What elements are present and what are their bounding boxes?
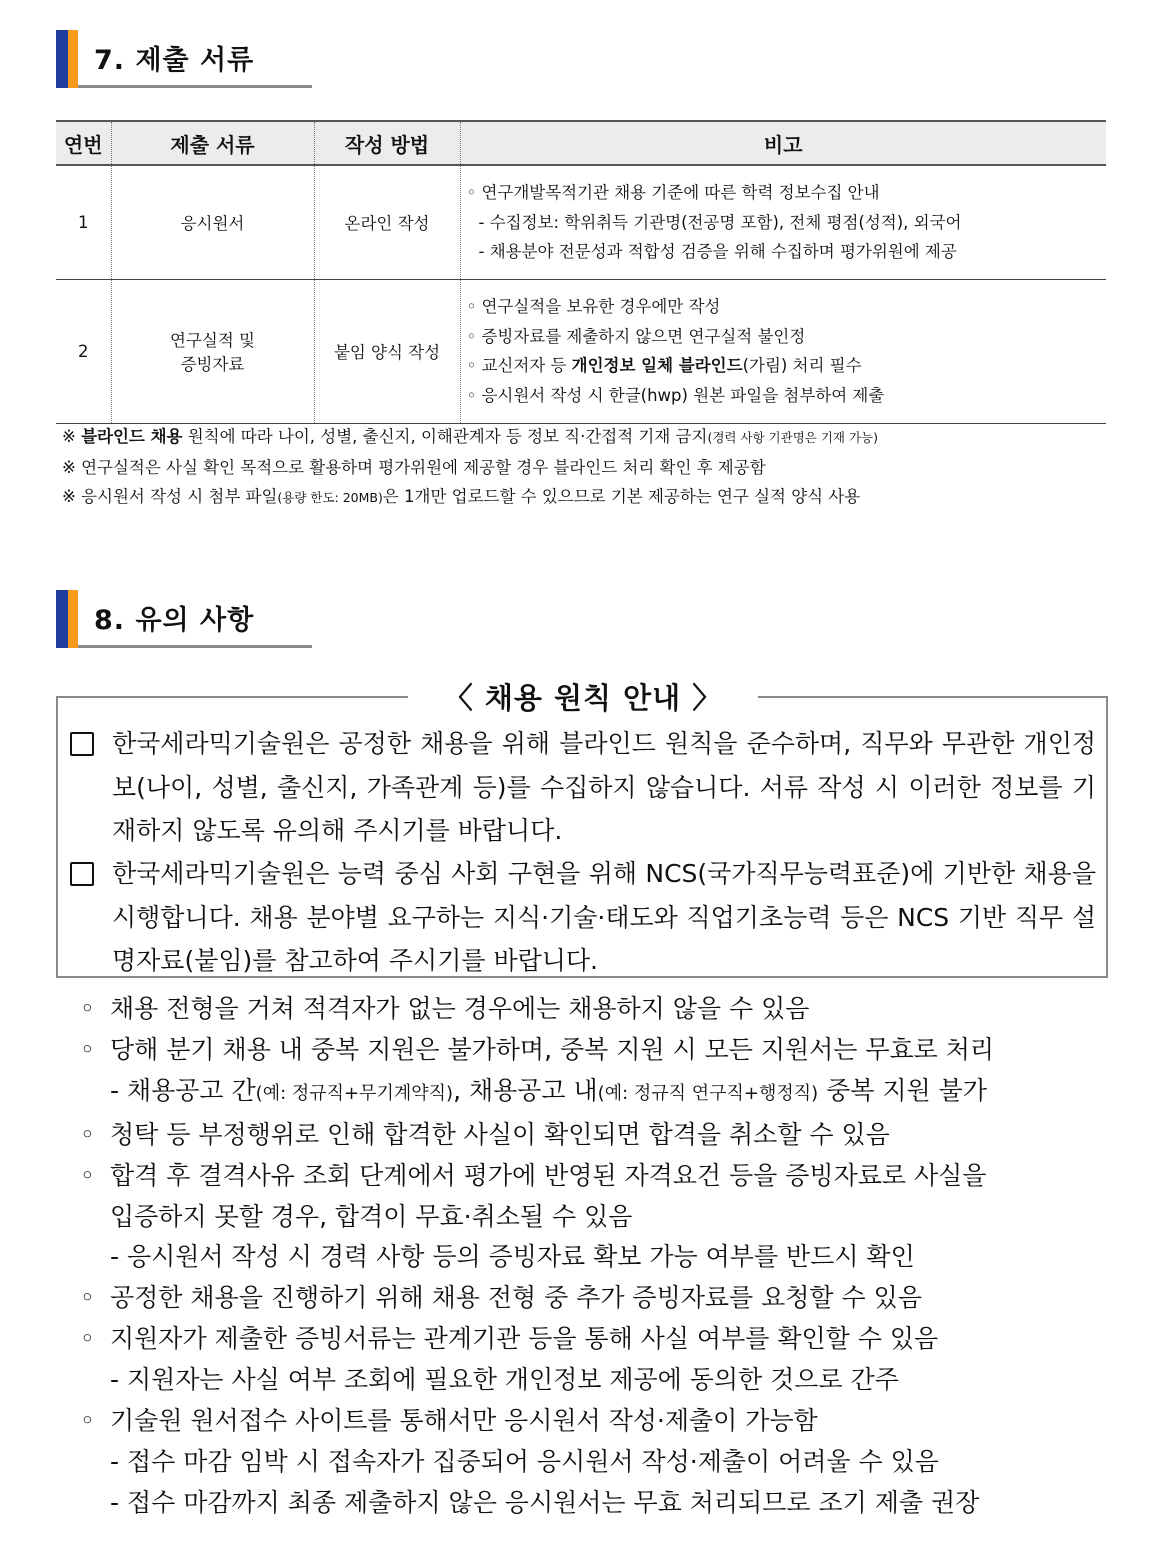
hiring-principles-title: 〈 채용 원칙 안내 〉: [408, 676, 758, 717]
heading-underline: [78, 645, 312, 648]
note-line: - 채용분야 전문성과 적합성 검증을 위해 수집하며 평가위원에 제공: [478, 242, 957, 261]
table-row: [56, 165, 1106, 279]
note-line: - 수집정보: 학위취득 기관명(전공명 포함), 전체 평점(성적), 외국어: [478, 212, 962, 232]
row-no: 1: [56, 165, 111, 279]
submission-docs-table: [56, 120, 1106, 424]
principle-paragraph: [70, 852, 1096, 983]
header-doc: 제출 서류: [111, 121, 314, 165]
row-method: 온라인 작성: [314, 165, 460, 279]
header-notes: 비고: [460, 121, 1106, 165]
heading-underline: [78, 85, 312, 88]
note-line: ◦ 증빙자료를 제출하지 않으면 연구실적 불인정: [466, 326, 806, 346]
precautions-list: [80, 989, 994, 1524]
checkbox-square-icon: [70, 732, 94, 756]
hiring-principles-box: [56, 681, 1108, 978]
row-doc: [111, 279, 314, 423]
list-item: ◦ 당해 분기 채용 내 중복 지원은 불가하며, 중복 지원 시 모든 지원서는 무효로 처리: [80, 1030, 994, 1071]
heading-accent-blue: [56, 30, 68, 88]
row-doc: 응시원서: [111, 165, 314, 279]
section-8-title: 8. 유의 사항: [94, 605, 255, 636]
footnote-1: ※ 블라인드 채용 원칙에 따라 나이, 성별, 출신지, 이해관계자 등 정보 직·간접적 기재 금지(경력 사항 기관명은 기재 가능): [62, 427, 878, 446]
row-no: 2: [56, 279, 111, 423]
list-item: ◦ 공정한 채용을 진행하기 위해 채용 전형 중 추가 증빙자료를 요청할 수 있음: [80, 1278, 994, 1319]
table-header-row: [56, 121, 1106, 165]
list-subitem: - 접수 마감까지 최종 제출하지 않은 응시원서는 무효 처리되므로 조기 제출 권장: [110, 1487, 980, 1517]
header-no: 연번: [56, 121, 111, 165]
heading-accent-blue: [56, 590, 68, 648]
footnote-3: ※ 응시원서 작성 시 첨부 파일(용량 한도: 20MB)은 1개만 업로드할 수 있으므로 기본 제공하는 연구 실적 양식 사용: [62, 487, 861, 506]
header-method: 작성 방법: [314, 121, 460, 165]
section-7-heading: [56, 30, 312, 76]
table-row: [56, 279, 1106, 423]
list-subitem: - 채용공고 간(예: 정규직+무기계약직), 채용공고 내(예: 정규직 연구직+행정직) 중복 지원 불가: [110, 1075, 987, 1105]
row-notes: [460, 165, 1106, 279]
principle-text: 한국세라믹기술원은 공정한 채용을 위해 블라인드 원칙을 준수하며, 직무와 무관한 개인정보(나이, 성별, 출신지, 가족관계 등)를 수집하지 않습니다. 서류 작성 시 이러한 정보를 기재하지 않도록 유의해 주시기를 바랍니다.: [112, 729, 1096, 845]
list-item: ◦ 청탁 등 부정행위로 인해 합격한 사실이 확인되면 합격을 취소할 수 있음: [80, 1115, 994, 1156]
row-doc-line1: 연구실적 및: [170, 331, 255, 350]
note-line: ◦ 연구개발목적기관 채용 기준에 따른 학력 정보수집 안내: [466, 183, 880, 202]
principle-text: 한국세라믹기술원은 능력 중심 사회 구현을 위해 NCS(국가직무능력표준)에 기반한 채용을 시행합니다. 채용 분야별 요구하는 지식·기술·태도와 직업기초능력 등은 NCS 기반 직무 설명자료(붙임)를 참고하여 주시기를 바랍니다.: [112, 859, 1096, 975]
footnote-2: ※ 연구실적은 사실 확인 목적으로 활용하며 평가위원에 제공할 경우 블라인드 처리 확인 후 제공함: [62, 457, 766, 477]
list-item-continuation: 입증하지 못할 경우, 합격이 무효·취소될 수 있음: [110, 1201, 633, 1231]
list-item: ◦ 지원자가 제출한 증빙서류는 관계기관 등을 통해 사실 여부를 확인할 수 있음: [80, 1319, 994, 1360]
row-method: 붙임 양식 작성: [314, 279, 460, 423]
list-subitem: - 접수 마감 임박 시 접속자가 집중되어 응시원서 작성·제출이 어려울 수 있음: [110, 1446, 939, 1476]
checkbox-square-icon: [70, 862, 94, 886]
section-8-heading: [56, 590, 312, 636]
list-subitem: - 지원자는 사실 여부 조회에 필요한 개인정보 제공에 동의한 것으로 간주: [110, 1365, 899, 1395]
note-line: ◦ 교신저자 등 개인정보 일체 블라인드(가림) 처리 필수: [466, 356, 862, 375]
heading-accent-orange: [68, 590, 78, 648]
row-doc-line2: 증빙자료: [180, 355, 245, 374]
list-item: ◦ 기술원 원서접수 사이트를 통해서만 응시원서 작성·제출이 가능함: [80, 1401, 994, 1442]
section-7-footnotes: [62, 422, 878, 513]
bold-blind-text: 개인정보 일체 블라인드: [571, 356, 743, 375]
note-line: ◦ 연구실적을 보유한 경우에만 작성: [466, 297, 721, 316]
heading-accent-orange: [68, 30, 78, 88]
note-line: ◦ 응시원서 작성 시 한글(hwp) 원본 파일을 첨부하여 제출: [466, 385, 885, 405]
principle-paragraph: [70, 722, 1096, 853]
section-7-title: 7. 제출 서류: [94, 45, 255, 76]
list-item: ◦ 합격 후 결격사유 조회 단계에서 평가에 반영된 자격요건 등을 증빙자료로 사실을: [80, 1156, 994, 1197]
list-subitem: - 응시원서 작성 시 경력 사항 등의 증빙자료 확보 가능 여부를 반드시 확인: [110, 1242, 915, 1272]
list-item: ◦ 채용 전형을 거쳐 적격자가 없는 경우에는 채용하지 않을 수 있음: [80, 989, 994, 1030]
row-notes: [460, 279, 1106, 423]
